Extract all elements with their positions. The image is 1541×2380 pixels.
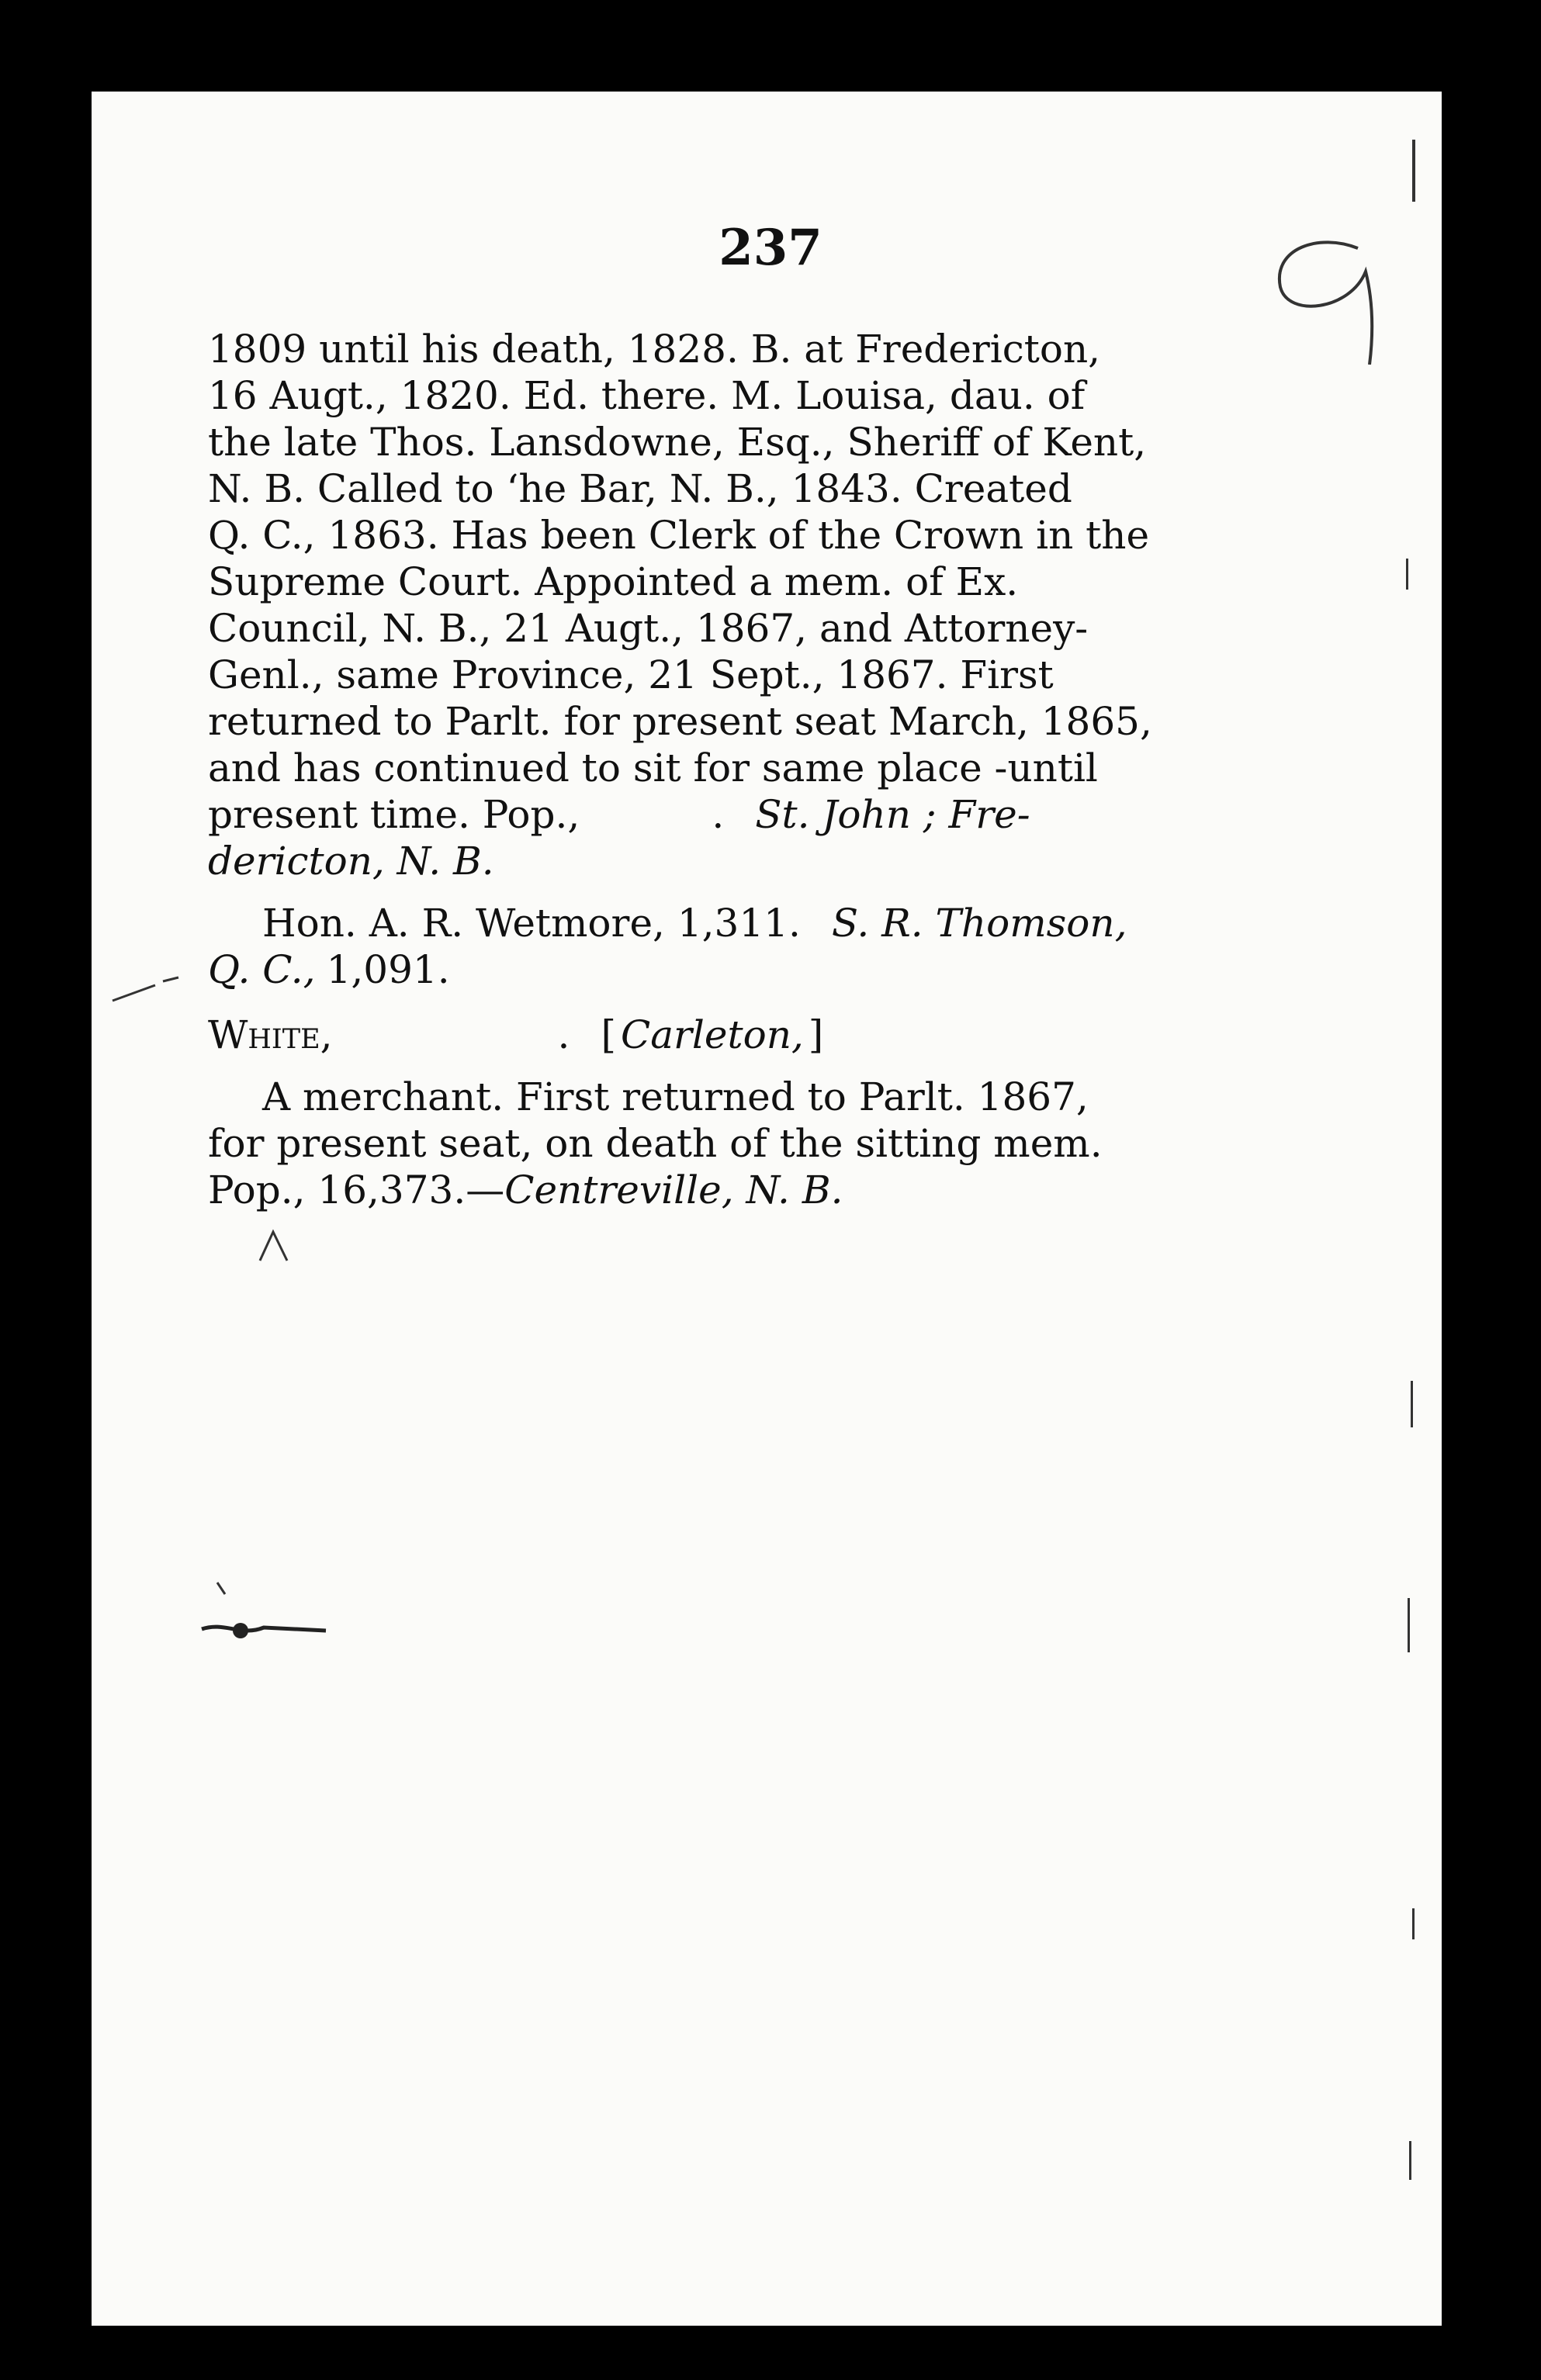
text-line	[208, 559, 1271, 605]
line-text: Council, N. B., 21 Augt., 1867, and Attorney-	[208, 606, 1089, 651]
text-line	[208, 1167, 1271, 1213]
text-line	[208, 838, 1271, 884]
text-line	[208, 652, 1271, 698]
line-text: the late Thos. Lansdowne, Esq., Sheriff of Kent,	[208, 420, 1147, 465]
line-text: for present seat, on death of the sitting mem.	[208, 1121, 1103, 1166]
election-votes: 1,091.	[326, 947, 450, 992]
place-italic: dericton, N. B.	[208, 839, 494, 884]
entry-dot: .	[557, 1012, 570, 1057]
line-text: 1809 until his death, 1828. B. at Fredericton,	[208, 327, 1101, 372]
line-text: present time. Pop.,	[208, 792, 580, 837]
page-edge-specks	[1397, 124, 1428, 2296]
line-text: returned to Parlt. for present seat March, 1865,	[208, 699, 1152, 744]
entry-heading	[208, 1012, 1271, 1058]
text-line	[208, 465, 1271, 512]
text-line	[208, 1120, 1271, 1167]
text-line	[208, 372, 1271, 419]
text-line	[208, 698, 1271, 745]
line-text: Q. C., 1863. Has been Clerk of the Crown in the	[208, 513, 1150, 558]
line-text: and has continued to sit for same place -until	[208, 745, 1098, 790]
pencil-dash-mark	[109, 970, 186, 1008]
line-text: A merchant. First returned to Parlt. 1867,	[262, 1074, 1089, 1119]
text-line	[208, 791, 1271, 838]
line-text: Pop., 16,373.—	[208, 1168, 505, 1212]
page-number: 237	[719, 219, 822, 277]
text-line	[208, 419, 1271, 465]
member-name: White,	[208, 1012, 333, 1057]
bracket-open: [	[601, 1012, 616, 1057]
entry-paragraph	[208, 1074, 1271, 1213]
pencil-caret-mark	[256, 1226, 295, 1264]
line-text: N. B. Called to ‘he Bar, N. B., 1843. Created	[208, 466, 1072, 511]
place-italic: St. John ; Fre-	[755, 792, 1030, 837]
election-winner: Hon. A. R. Wetmore, 1,311.	[262, 901, 801, 946]
text-line	[208, 745, 1271, 791]
line-text: Supreme Court. Appointed a mem. of Ex.	[208, 559, 1019, 604]
text-line	[208, 605, 1271, 652]
election-opponent: S. R. Thomson,	[831, 901, 1127, 946]
election-opponent-title: Q. C.,	[208, 947, 316, 992]
line-dot: .	[712, 792, 725, 837]
place-italic: Centreville, N. B.	[504, 1168, 843, 1212]
constituency: Carleton,	[620, 1012, 804, 1057]
ink-smudge-mark	[194, 1575, 334, 1652]
election-line	[208, 946, 1271, 993]
text-line	[208, 1074, 1271, 1120]
page-body	[208, 326, 1271, 1213]
text-line	[208, 512, 1271, 559]
line-text: Genl., same Province, 21 Sept., 1867. First	[208, 652, 1054, 697]
line-text: 16 Augt., 1820. Ed. there. M. Louisa, dau. of	[208, 373, 1086, 418]
election-line	[208, 900, 1271, 946]
handwritten-nine-mark	[1257, 233, 1389, 365]
text-line	[208, 326, 1271, 372]
bracket-close: ]	[808, 1012, 824, 1057]
